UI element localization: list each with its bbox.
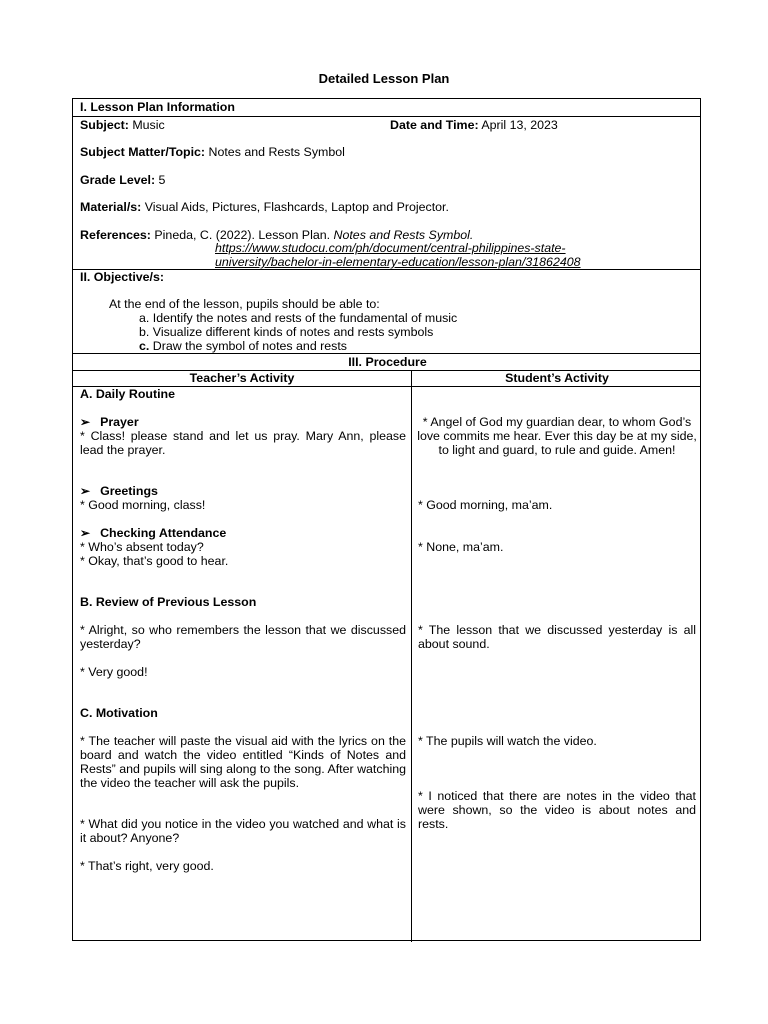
objective-item-b (139, 325, 433, 339)
attendance-teacher-text-1: * Who’s absent today? (80, 540, 204, 554)
references-link-line-1[interactable]: https://www.studocu.com/ph/document/central-philippines-state- (215, 241, 566, 255)
subject-value: Music (132, 118, 165, 132)
greetings-heading (80, 484, 158, 498)
objective-letter: b. (139, 325, 150, 339)
objective-text: Visualize different kinds of notes and rests symbols (152, 325, 434, 339)
objective-item-c (139, 339, 347, 353)
motivation-teacher-text-2: * What did you notice in the video you watched and what is it about? Anyone? (80, 817, 406, 845)
attendance-label: Checking Attendance (100, 526, 227, 540)
topic-row (80, 145, 345, 159)
materials-row (80, 200, 449, 214)
rule-objectives (73, 269, 700, 270)
attendance-teacher-text-2: * Okay, that’s good to hear. (80, 554, 229, 568)
arrow-bullet-icon: ➢ (80, 415, 91, 429)
prayer-student-text: * Angel of God my guardian dear, to whom God’s love commits me hear. Ever this day be at my side, to light and guard, to rule and guide. Amen! (417, 415, 697, 457)
motivation-teacher-text-3: * That’s right, very good. (80, 859, 214, 873)
objective-text: Draw the symbol of notes and rests (152, 339, 348, 353)
grade-label: Grade Level: (80, 173, 156, 187)
daily-routine-heading: A. Daily Routine (80, 387, 176, 401)
motivation-student-text: * The pupils will watch the video. (418, 734, 597, 748)
arrow-bullet-icon: ➢ (80, 484, 91, 498)
lesson-plan-table (72, 98, 701, 941)
objective-text: Identify the notes and rests of the fundamental of music (152, 311, 458, 325)
attendance-student-text: * None, ma’am. (418, 540, 504, 554)
rule-info-header (73, 116, 700, 117)
info-heading: I. Lesson Plan Information (80, 100, 235, 114)
topic-label: Subject Matter/Topic: (80, 145, 206, 159)
references-title: Notes and Rests Symbol. (333, 228, 474, 242)
objective-letter: c. (139, 339, 150, 353)
review-teacher-text: * Alright, so who remembers the lesson that we discussed yesterday? (80, 623, 406, 651)
references-link-line-2[interactable]: university/bachelor-in-elementary-education/lesson-plan/31862408 (215, 255, 581, 269)
arrow-bullet-icon: ➢ (80, 526, 91, 540)
materials-label: Material/s: (80, 200, 142, 214)
datetime-value: April 13, 2023 (481, 118, 558, 132)
topic-value: Notes and Rests Symbol (208, 145, 345, 159)
objectives-heading: II. Objective/s: (80, 270, 165, 284)
teacher-activity-heading: Teacher’s Activity (189, 371, 295, 385)
subject-row (80, 118, 165, 132)
review-heading: B. Review of Previous Lesson (80, 595, 257, 609)
prayer-label: Prayer (100, 415, 139, 429)
greetings-label: Greetings (100, 484, 158, 498)
review-student-text: * The lesson that we discussed yesterday is all about sound. (418, 623, 696, 651)
references-text: Pineda, C. (2022). Lesson Plan. (154, 228, 331, 242)
motivation-student-text-2: * I noticed that there are notes in the video that were shown, so the video is about notes and rests. (418, 789, 696, 831)
greetings-student-text: * Good morning, ma’am. (418, 498, 553, 512)
student-activity-heading: Student’s Activity (505, 371, 609, 385)
objective-letter: a. (139, 311, 150, 325)
grade-row (80, 173, 165, 187)
grade-value: 5 (158, 173, 166, 187)
rule-procedure (73, 353, 700, 354)
objective-item-a (139, 311, 457, 325)
materials-value: Visual Aids, Pictures, Flashcards, Laptop and Projector. (144, 200, 449, 214)
prayer-teacher-text: * Class! please stand and let us pray. Mary Ann, please lead the prayer. (80, 429, 406, 457)
motivation-teacher-text: * The teacher will paste the visual aid with the lyrics on the board and watch the video entitled “Kinds of Notes and Rests” and pupils will sing along to the song. After watching the video the teacher will ask the pupils. (80, 734, 406, 790)
greetings-teacher-text: * Good morning, class! (80, 498, 206, 512)
datetime-row (390, 118, 558, 132)
subject-label: Subject: (80, 118, 129, 132)
attendance-heading (80, 526, 226, 540)
prayer-heading (80, 415, 139, 429)
references-row (80, 228, 473, 242)
review-teacher-text-2: * Very good! (80, 665, 148, 679)
datetime-label: Date and Time: (390, 118, 479, 132)
procedure-heading: III. Procedure (348, 355, 427, 369)
motivation-heading: C. Motivation (80, 706, 158, 720)
references-label: References: (80, 228, 151, 242)
rule-column-divider (411, 370, 412, 942)
document-title: Detailed Lesson Plan (318, 71, 450, 86)
objectives-intro: At the end of the lesson, pupils should be able to: (109, 297, 380, 311)
